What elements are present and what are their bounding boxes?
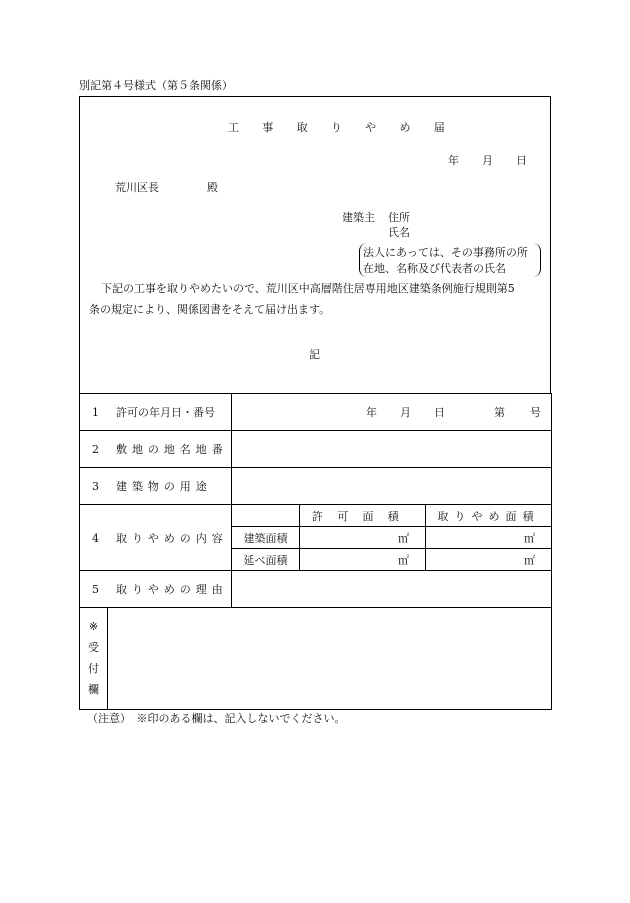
- cancel-reason-value: [232, 571, 552, 608]
- row-label-cell: [80, 571, 232, 608]
- row-label: 建築物の用途: [116, 480, 212, 493]
- reception-area: [108, 608, 552, 710]
- body-text-line2: 条の規定により、関係図書をそえて届け出ます。: [89, 303, 331, 316]
- form-title: 工 事 取 り や め 届: [228, 121, 455, 134]
- row-number: 5: [92, 583, 99, 596]
- row-label: 取りやめの内容: [116, 531, 228, 545]
- table-row: [80, 468, 552, 505]
- footer-note: （注意） ※印のある欄は、記入しないでください。: [87, 712, 346, 725]
- row-label: 取りやめの理由: [116, 583, 228, 596]
- row-label: 敷地の地名地番: [116, 443, 228, 456]
- permit-year-label: 年: [366, 406, 377, 419]
- address-label: 住所: [388, 211, 410, 224]
- corporate-note-line2: 在地、名称及び代表者の氏名: [363, 262, 506, 275]
- row-header-total-floor-area: 延べ面積: [232, 549, 300, 571]
- details-table: [79, 393, 552, 710]
- row-header-building-area: 建築面積: [232, 527, 300, 549]
- area-header-blank: [232, 505, 300, 527]
- table-row: [80, 505, 552, 527]
- building-use-value: [232, 468, 552, 505]
- addressee-name: 荒川区長: [115, 181, 159, 194]
- row-label-cell: [80, 505, 232, 571]
- site-address-value: [232, 431, 552, 468]
- addressee-honorific: 殿: [207, 181, 218, 194]
- table-row: [80, 394, 552, 431]
- row-number: 2: [92, 443, 99, 456]
- permit-number-suffix: 号: [530, 406, 541, 419]
- row-number: 1: [92, 406, 99, 419]
- applicant-role: 建築主: [342, 211, 375, 224]
- building-permit-area-unit: ㎡: [300, 527, 426, 549]
- total-permit-area-unit: ㎡: [300, 549, 426, 571]
- table-row: [80, 571, 552, 608]
- permit-month-label: 月: [400, 406, 411, 419]
- permit-number-prefix: 第: [494, 406, 505, 419]
- reception-char: 受: [88, 641, 99, 654]
- table-row: [80, 608, 552, 710]
- reception-char: 欄: [88, 683, 99, 696]
- date-year-label: 年: [448, 154, 459, 167]
- row-label-cell: [80, 431, 232, 468]
- table-row: [80, 431, 552, 468]
- row-number: 3: [92, 480, 99, 493]
- permit-date-number-cell: [232, 394, 552, 431]
- reception-label-cell: [80, 608, 108, 710]
- ki-heading: 記: [309, 348, 320, 361]
- date-month-label: 月: [482, 154, 493, 167]
- building-cancel-area-unit: ㎡: [426, 527, 552, 549]
- col-header-cancel-area: 取りやめ面積: [426, 505, 552, 527]
- row-label-cell: [80, 394, 232, 431]
- corporate-note-line1: 法人にあっては、その事務所の所: [363, 246, 528, 259]
- row-label-cell: [80, 468, 232, 505]
- permit-day-label: 日: [434, 406, 445, 419]
- row-number: 4: [92, 531, 99, 545]
- body-text-line1: 下記の工事を取りやめたいので、荒川区中高層階住居専用地区建築条例施行規則第5: [101, 282, 515, 295]
- reception-mark: ※: [88, 620, 99, 633]
- row-label: 許可の年月日・番号: [116, 406, 215, 419]
- col-header-permit-area: 許可面積: [300, 505, 426, 527]
- reception-char: 付: [88, 662, 99, 675]
- date-day-label: 日: [516, 154, 527, 167]
- total-cancel-area-unit: ㎡: [426, 549, 552, 571]
- form-number: 別記第４号様式（第５条関係）: [79, 79, 233, 92]
- name-label: 氏名: [388, 226, 410, 239]
